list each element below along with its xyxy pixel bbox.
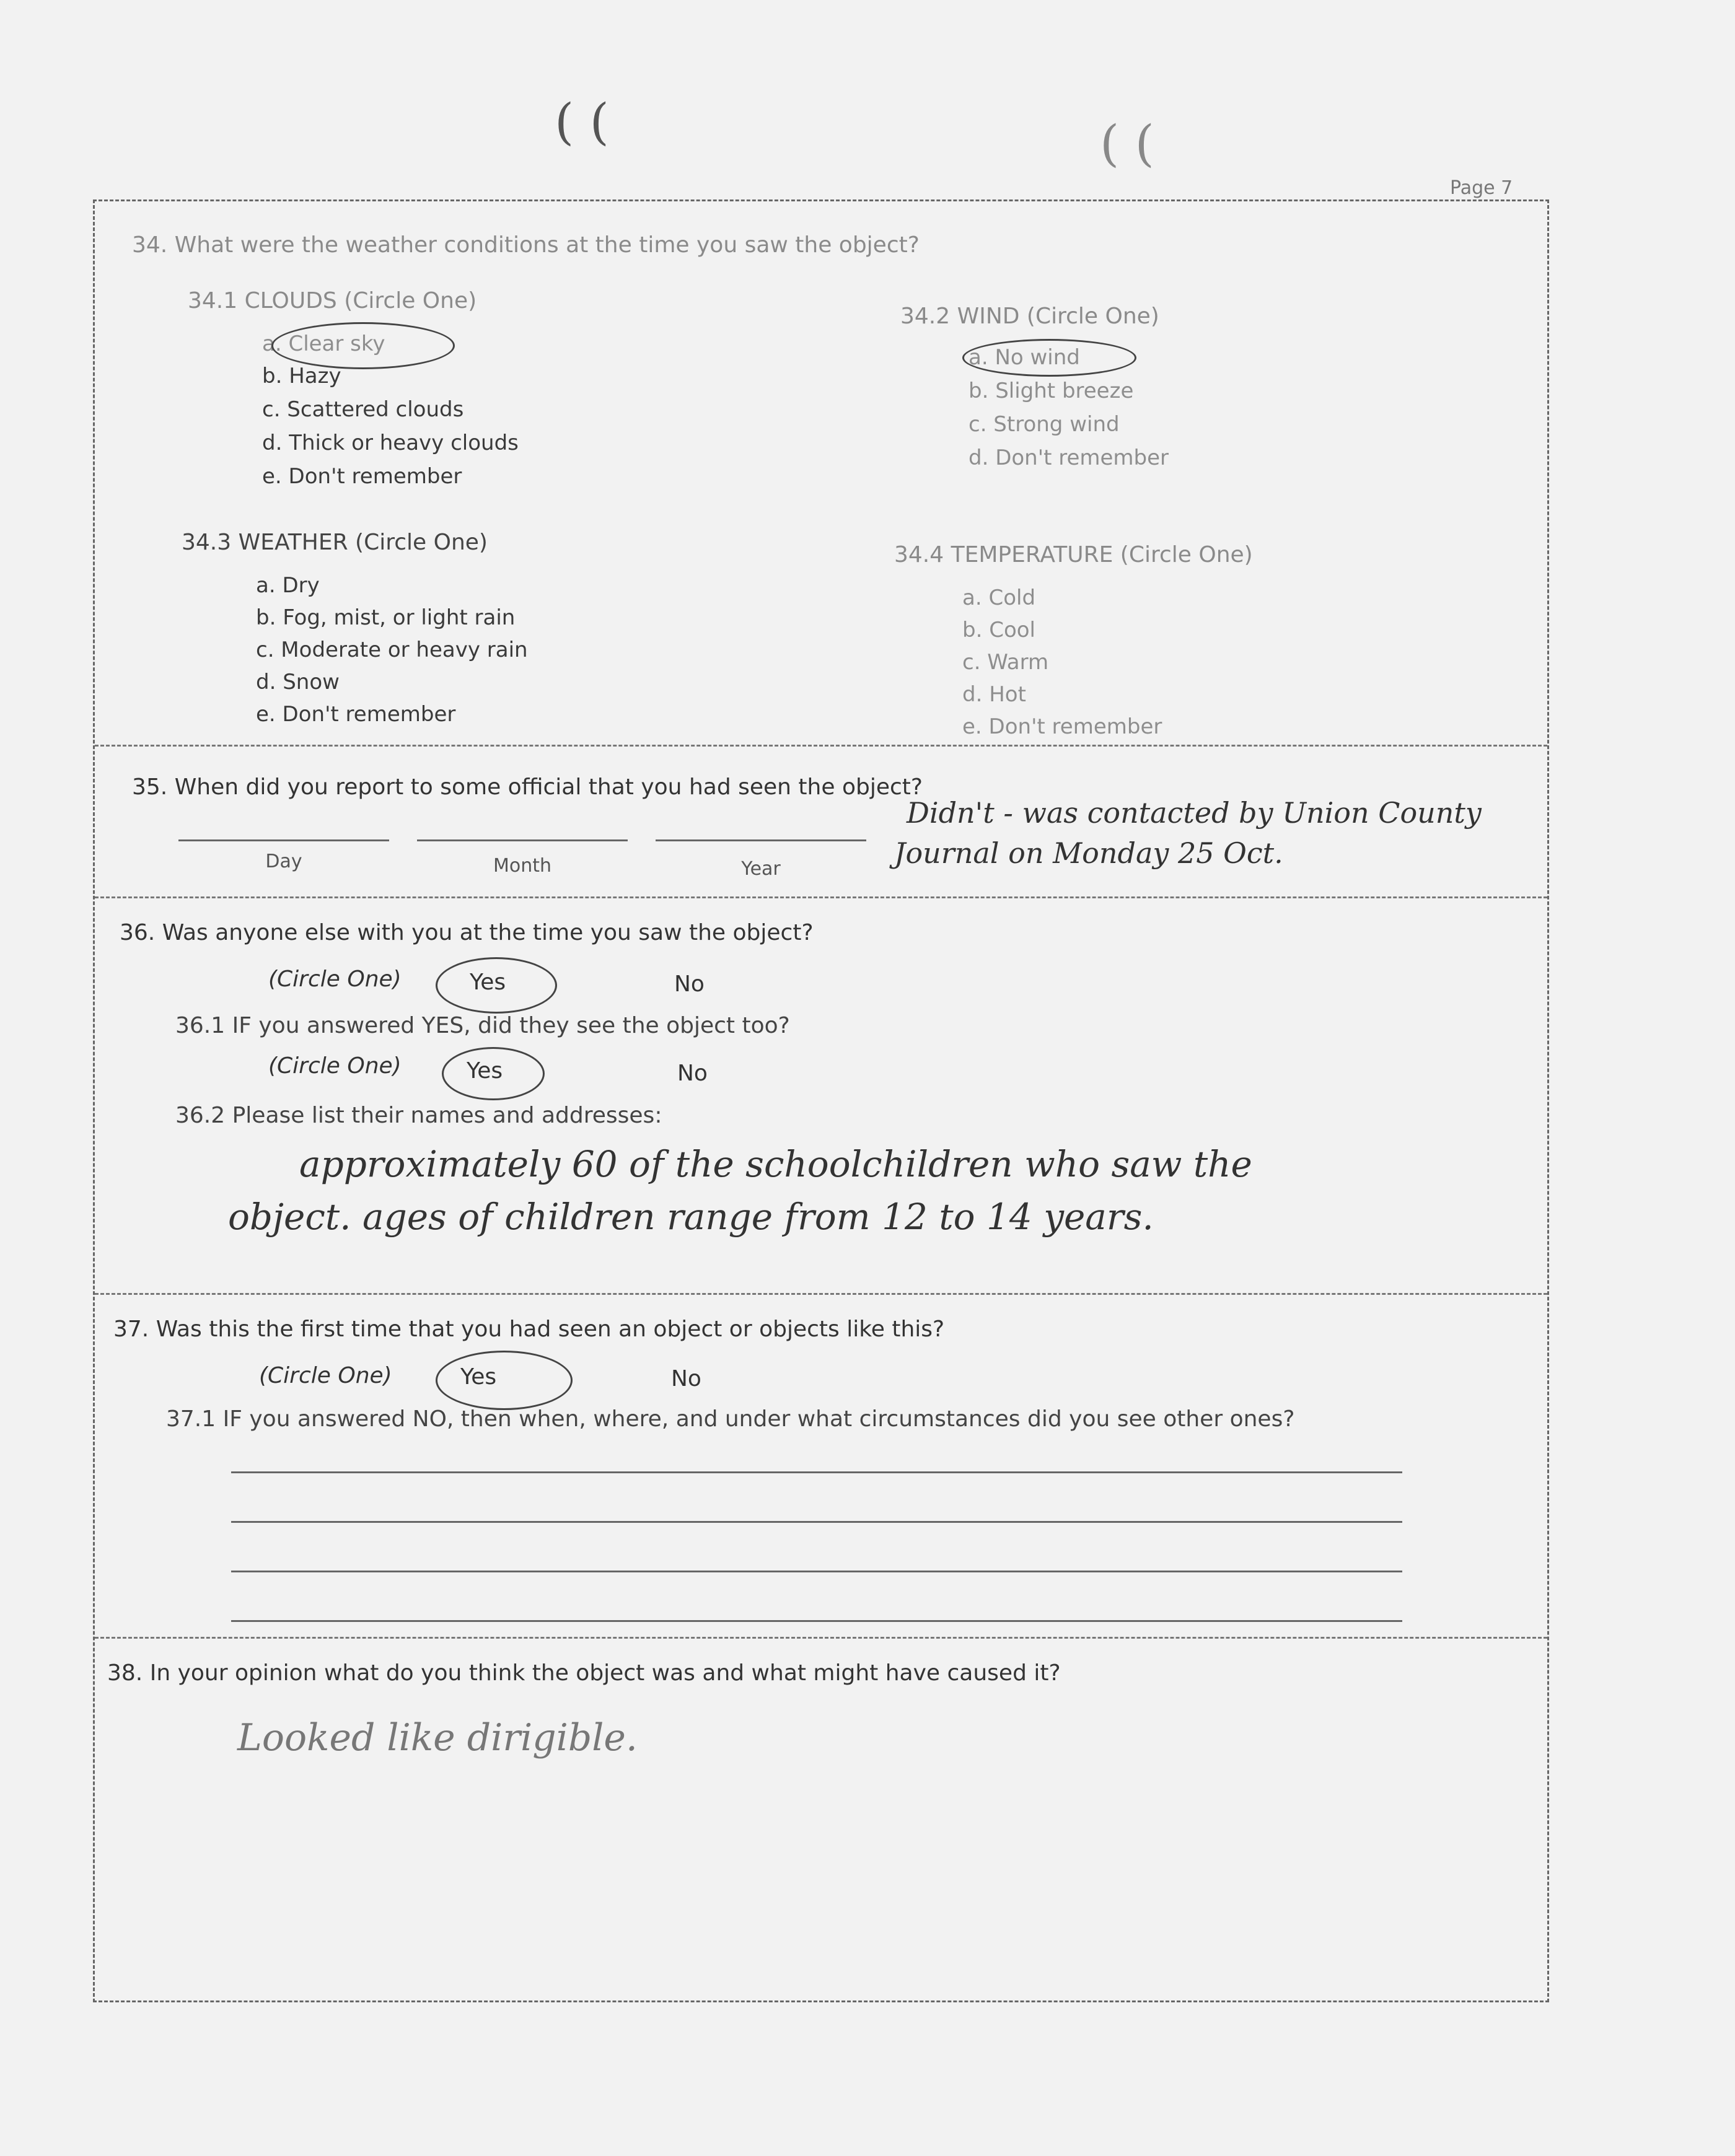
weather-option-b[interactable]: b. Fog, mist, or light rain [256,605,516,630]
q37-1-answer-line-1[interactable] [231,1471,1402,1473]
weather-heading: 34.3 WEATHER (Circle One) [182,530,488,555]
question-37-text: 37. Was this the first time that you had seen an object or objects like this? [113,1317,945,1342]
question-34-section [95,201,1547,747]
q37-1-answer-line-3[interactable] [231,1571,1402,1572]
question-35-text: 35. When did you report to some official that you had seen the object? [132,774,923,800]
wind-heading: 34.2 WIND (Circle One) [900,304,1159,329]
day-field-line[interactable] [178,839,389,841]
question-38-section [95,1639,1547,2004]
q35-handwritten-line-2: Journal on Monday 25 Oct. [894,836,1283,870]
q36-1-circle-one-label: (Circle One) [268,1053,402,1079]
weather-option-e[interactable]: e. Don't remember [256,702,456,727]
q36-1-yes-circle [442,1047,545,1100]
q37-no-option[interactable]: No [671,1366,701,1391]
q35-handwritten-line-1: Didn't - was contacted by Union County [907,796,1482,830]
weather-option-a[interactable]: a. Dry [256,573,320,598]
q36-1-yes-option[interactable]: Yes [467,1058,503,1084]
day-label: Day [265,851,302,872]
page-number: Page 7 [1450,177,1513,199]
wind-option-c[interactable]: c. Strong wind [969,412,1120,437]
wind-answer-circle [962,339,1136,377]
q37-yes-option[interactable]: Yes [460,1364,497,1390]
question-38-text: 38. In your opinion what do you think the object was and what might have caused it? [107,1660,1061,1686]
q36-circle-one-label: (Circle One) [268,966,402,992]
q36-1-no-option[interactable]: No [677,1061,708,1086]
q37-yes-circle [436,1351,573,1410]
temperature-heading: 34.4 TEMPERATURE (Circle One) [894,542,1253,567]
month-field-line[interactable] [417,839,628,841]
question-35-section [95,747,1547,898]
clouds-option-b[interactable]: b. Hazy [262,364,341,388]
clouds-option-c[interactable]: c. Scattered clouds [262,397,464,422]
q36-no-option[interactable]: No [674,971,705,997]
clouds-option-e[interactable]: e. Don't remember [262,464,462,489]
clouds-answer-circle [271,322,455,369]
q36-yes-circle [436,957,557,1014]
q37-1-answer-line-2[interactable] [231,1521,1402,1523]
q36-2-handwritten-line-1: approximately 60 of the schoolchildren who saw the [299,1143,1252,1185]
year-label: Year [741,858,781,880]
question-36-section [95,898,1547,1295]
month-label: Month [493,855,552,877]
year-field-line[interactable] [656,839,866,841]
weather-option-c[interactable]: c. Moderate or heavy rain [256,638,528,662]
wind-option-b[interactable]: b. Slight breeze [969,379,1134,403]
q37-1-answer-line-4[interactable] [231,1620,1402,1622]
wind-option-a[interactable]: a. No wind [969,345,1080,370]
wind-option-d[interactable]: d. Don't remember [969,445,1169,470]
q36-yes-option[interactable]: Yes [470,970,506,995]
question-36-2-text: 36.2 Please list their names and addresses: [175,1103,662,1128]
clouds-option-d[interactable]: d. Thick or heavy clouds [262,431,519,455]
top-mark-right: ( ( [1100,115,1154,172]
temperature-option-b[interactable]: b. Cool [962,618,1035,642]
q38-handwritten-answer: Looked like dirigible. [237,1716,638,1759]
questionnaire-form [93,199,1549,2002]
question-36-text: 36. Was anyone else with you at the time you saw the object? [120,920,814,945]
temperature-option-e[interactable]: e. Don't remember [962,714,1162,739]
question-37-section [95,1295,1547,1639]
question-36-1-text: 36.1 IF you answered YES, did they see the object too? [175,1013,790,1038]
weather-option-d[interactable]: d. Snow [256,670,340,695]
temperature-option-c[interactable]: c. Warm [962,650,1049,675]
question-37-1-text: 37.1 IF you answered NO, then when, where, and under what circumstances did you see other ones? [166,1406,1295,1432]
temperature-option-a[interactable]: a. Cold [962,585,1036,610]
q37-circle-one-label: (Circle One) [259,1363,392,1388]
temperature-option-d[interactable]: d. Hot [962,682,1026,707]
top-mark-left: ( ( [555,93,609,151]
clouds-option-a[interactable]: a. Clear sky [262,331,385,356]
q36-2-handwritten-line-2: object. ages of children range from 12 to 14 years. [228,1196,1154,1238]
clouds-heading: 34.1 CLOUDS (Circle One) [188,288,477,313]
question-34-text: 34. What were the weather conditions at the time you saw the object? [132,232,920,258]
